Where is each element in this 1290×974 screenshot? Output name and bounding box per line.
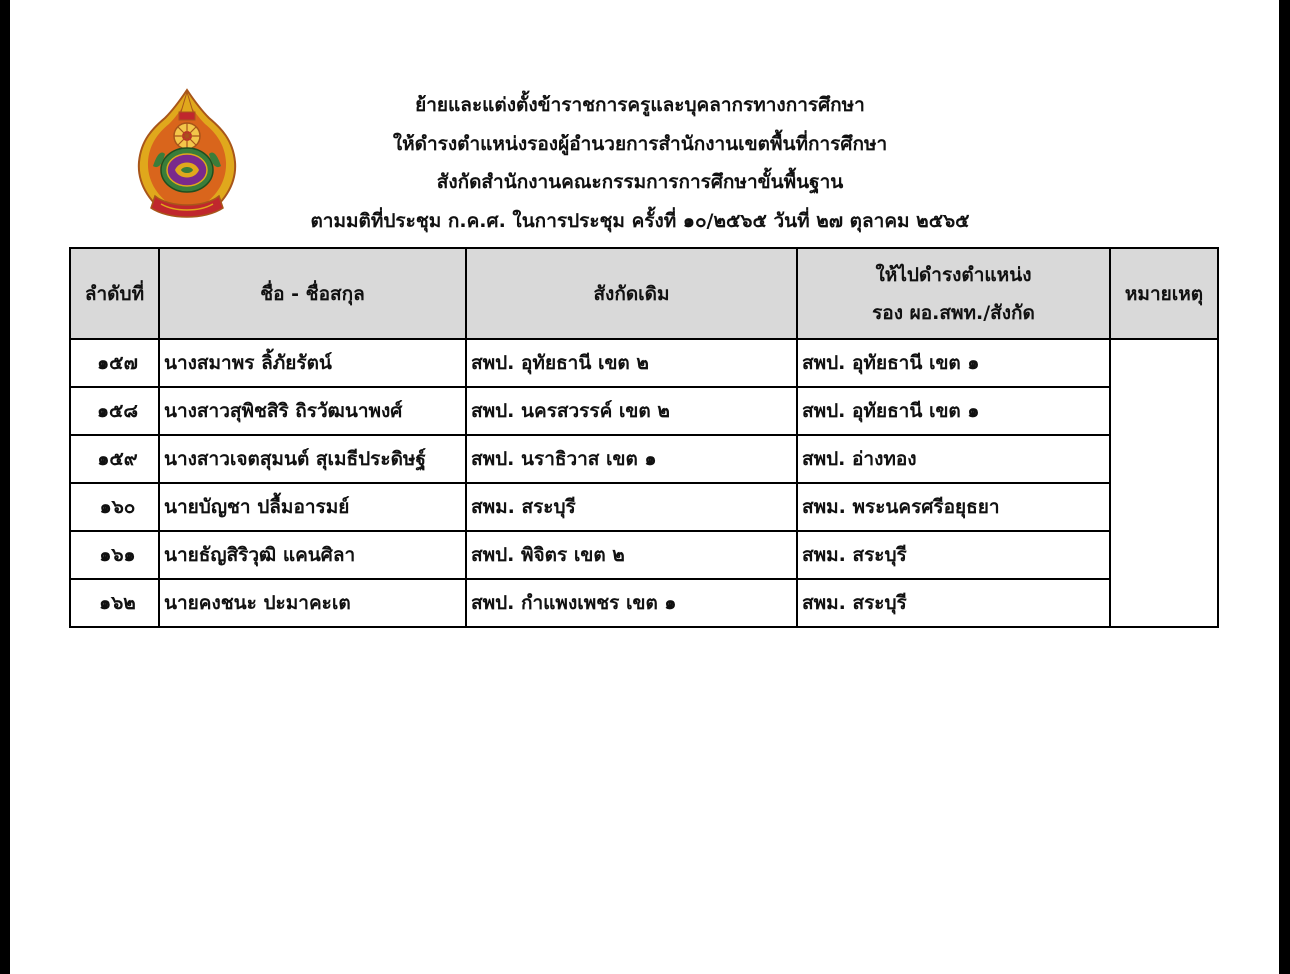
header-to-line-1: ให้ไปดำรงตำแหน่ง [875, 263, 1032, 286]
cell-from: สพป. อุทัยธานี เขต ๒ [466, 339, 797, 387]
heading-line-4: ตามมติที่ประชุม ก.ค.ศ. ในการประชุม ครั้งที่ ๑๐/๒๕๖๕ วันที่ ๒๗ ตุลาคม ๒๕๖๕ [310, 209, 970, 232]
appointment-table [69, 247, 1219, 628]
cell-from: สพม. สระบุรี [466, 483, 797, 531]
cell-no: ๑๕๗ [70, 339, 159, 387]
cell-no: ๑๕๙ [70, 435, 159, 483]
cell-from: สพป. พิจิตร เขต ๒ [466, 531, 797, 579]
table-row [70, 483, 1218, 531]
table-row [70, 339, 1218, 387]
cell-to: สพป. อ่างทอง [797, 435, 1110, 483]
header-note: หมายเหตุ [1110, 248, 1218, 339]
cell-to: สพป. อุทัยธานี เขต ๑ [797, 387, 1110, 435]
cell-to: สพป. อุทัยธานี เขต ๑ [797, 339, 1110, 387]
table-row [70, 435, 1218, 483]
table-row [70, 531, 1218, 579]
cell-name: นางสาวสุพิชสิริ ถิรวัฒนาพงศ์ [159, 387, 466, 435]
cell-name: นายธัญสิริวุฒิ แคนศิลา [159, 531, 466, 579]
cell-name: นายบัญชา ปลื้มอารมย์ [159, 483, 466, 531]
header-name: ชื่อ - ชื่อสกุล [159, 248, 466, 339]
cell-name: นางสมาพร ลิ้ภัยรัตน์ [159, 339, 466, 387]
cell-no: ๑๖๒ [70, 579, 159, 627]
table-header-row [70, 248, 1218, 339]
cell-from: สพป. กำแพงเพชร เขต ๑ [466, 579, 797, 627]
header-from: สังกัดเดิม [466, 248, 797, 339]
document-page [10, 0, 1279, 974]
cell-no: ๑๖๑ [70, 531, 159, 579]
cell-note [1110, 339, 1218, 627]
cell-to: สพม. สระบุรี [797, 531, 1110, 579]
cell-no: ๑๕๘ [70, 387, 159, 435]
cell-to: สพม. พระนครศรีอยุธยา [797, 483, 1110, 531]
heading-line-1: ย้ายและแต่งตั้งข้าราชการครูและบุคลากรทางการศึกษา [415, 94, 865, 116]
cell-from: สพป. นราธิวาส เขต ๑ [466, 435, 797, 483]
cell-name: นางสาวเจตสุมนต์ สุเมธีประดิษฐ์ [159, 435, 466, 483]
cell-name: นายคงชนะ ปะมาคะเต [159, 579, 466, 627]
table-row [70, 387, 1218, 435]
header-to-line-2: รอง ผอ.สพท./สังกัด [872, 301, 1035, 324]
table-row [70, 579, 1218, 627]
cell-no: ๑๖๐ [70, 483, 159, 531]
header-to [797, 248, 1110, 339]
cell-to: สพม. สระบุรี [797, 579, 1110, 627]
header-no: ลำดับที่ [70, 248, 159, 339]
cell-from: สพป. นครสวรรค์ เขต ๒ [466, 387, 797, 435]
document-heading [170, 86, 1110, 240]
heading-line-2: ให้ดำรงตำแหน่งรองผู้อำนวยการสำนักงานเขตพื้นที่การศึกษา [392, 132, 888, 155]
heading-line-3: สังกัดสำนักงานคณะกรรมการการศึกษาขั้นพื้นฐาน [436, 171, 844, 193]
